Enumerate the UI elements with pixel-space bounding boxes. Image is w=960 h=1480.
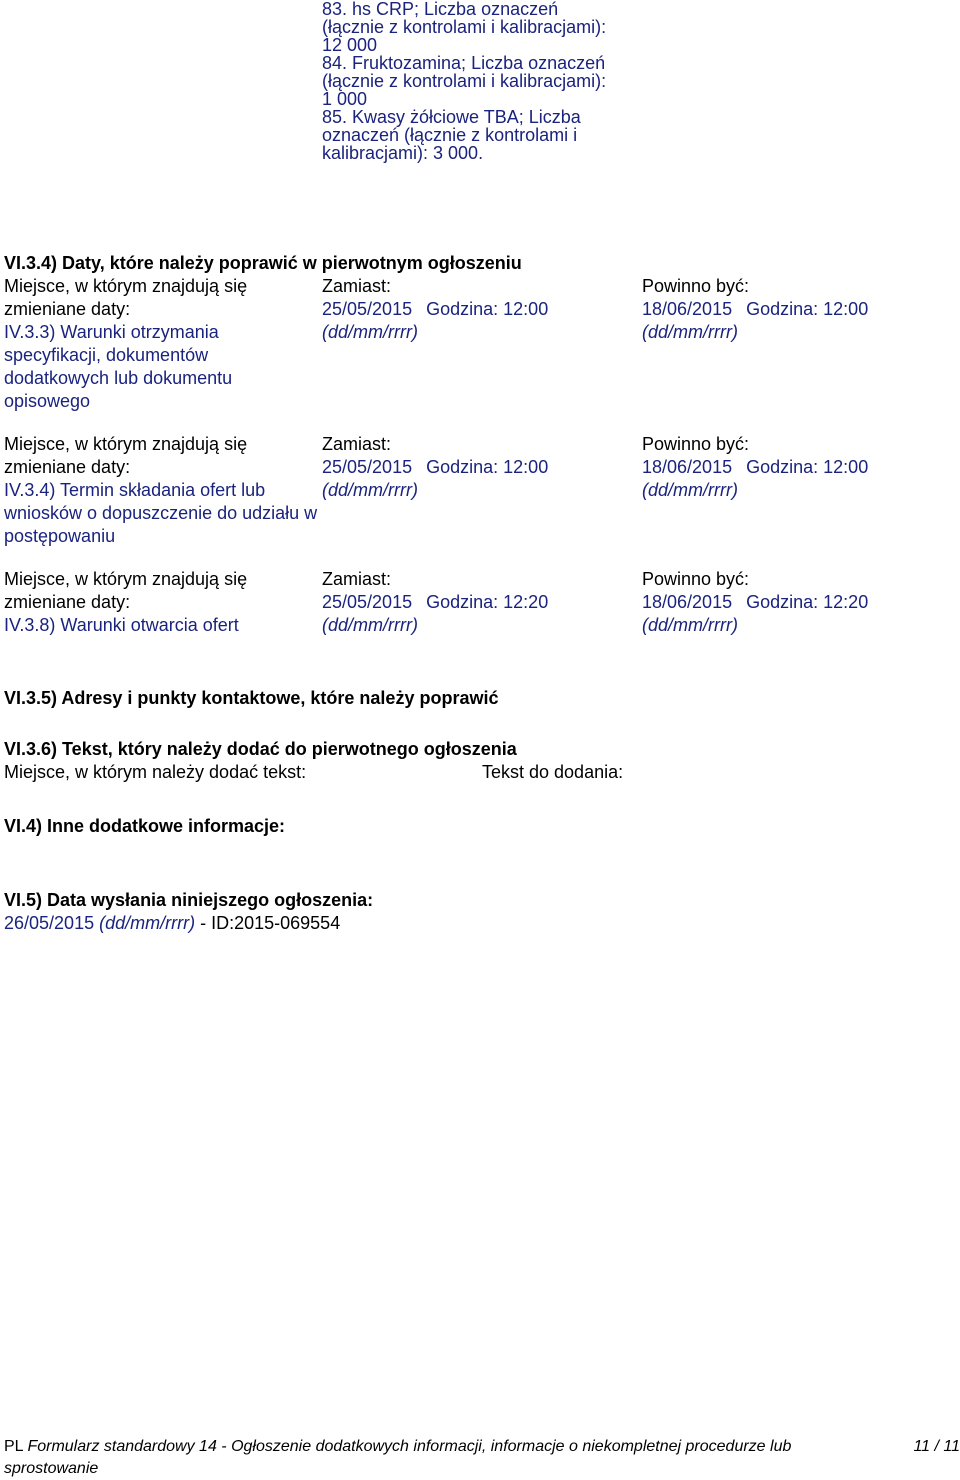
should-format: (dd/mm/rrrr) — [642, 615, 738, 635]
place-value: IV.3.4) Termin składania ofert lub wniosków o dopuszczenie do udziału w postępowaniu — [4, 480, 318, 546]
instead-format: (dd/mm/rrrr) — [322, 615, 418, 635]
instead-time: 12:00 — [503, 299, 549, 319]
instead-cell — [322, 433, 548, 502]
footer-description-line2: sprostowanie — [4, 1460, 99, 1477]
footer-description-line1: Formularz standardowy 14 - Ogłoszenie dodatkowych informacji, informacje o niekompletnej procedurze lub — [27, 1438, 792, 1455]
instead-format: (dd/mm/rrrr) — [322, 480, 418, 500]
should-format: (dd/mm/rrrr) — [642, 322, 738, 342]
section-vi5-title: VI.5) Data wysłania niniejszego ogłoszenia: — [4, 890, 374, 910]
instead-label: Zamiast: — [322, 434, 392, 454]
should-label: Powinno być: — [642, 434, 750, 454]
instead-date-line — [322, 298, 548, 321]
should-cell — [642, 275, 868, 344]
should-time: 12:00 — [823, 299, 869, 319]
should-date: 18/06/2015 — [642, 457, 733, 477]
list-item-84-line3: 1 000 — [322, 89, 368, 109]
place-cell — [4, 568, 322, 637]
instead-date-line — [322, 591, 548, 614]
should-date: 18/06/2015 — [642, 299, 733, 319]
place-value: IV.3.8) Warunki otwarcia ofert — [4, 615, 239, 635]
list-item-83-line3: 12 000 — [322, 35, 378, 55]
place-label-line2: zmieniane daty: — [4, 592, 131, 612]
instead-cell — [322, 275, 548, 344]
place-label-line1: Miejsce, w którym znajdują się — [4, 434, 248, 454]
instead-time: 12:20 — [503, 592, 549, 612]
list-item-84-line2: (łącznie z kontrolami i kalibracjami): — [322, 71, 607, 91]
should-label: Powinno być: — [642, 569, 750, 589]
section-vi4-title: VI.4) Inne dodatkowe informacje: — [4, 816, 286, 836]
instead-time-label: Godzina: — [426, 457, 499, 477]
instead-time-label: Godzina: — [426, 592, 499, 612]
date-row — [4, 568, 944, 648]
place-label-line2: zmieniane daty: — [4, 299, 131, 319]
should-time: 12:00 — [823, 457, 869, 477]
should-date-line — [642, 456, 868, 479]
place-label-line2: zmieniane daty: — [4, 457, 131, 477]
should-time: 12:20 — [823, 592, 869, 612]
instead-time-label: Godzina: — [426, 299, 499, 319]
dispatch-date-format: (dd/mm/rrrr) — [99, 913, 196, 933]
dispatch-date-line — [4, 912, 340, 935]
instead-date: 25/05/2015 — [322, 299, 413, 319]
should-cell — [642, 433, 868, 502]
place-label-line1: Miejsce, w którym znajdują się — [4, 276, 248, 296]
list-item-85-line3: kalibracjami): 3 000. — [322, 143, 484, 163]
instead-label: Zamiast: — [322, 569, 392, 589]
list-item-85-line1: 85. Kwasy żółciowe TBA; Liczba — [322, 107, 581, 127]
list-item-85-line2: oznaczeń (łącznie z kontrolami i — [322, 125, 578, 145]
notice-id: - ID:2015-069554 — [200, 913, 341, 933]
section-vi34-title: VI.3.4) Daty, które należy poprawić w pierwotnym ogłoszeniu — [4, 253, 522, 273]
footer-language: PL — [4, 1438, 23, 1455]
page-footer — [4, 1436, 960, 1480]
list-item-83-line2: (łącznie z kontrolami i kalibracjami): — [322, 17, 607, 37]
should-format: (dd/mm/rrrr) — [642, 480, 738, 500]
list-item-83-line1: 83. hs CRP; Liczba oznaczeń — [322, 0, 559, 19]
instead-date: 25/05/2015 — [322, 592, 413, 612]
place-value: IV.3.3) Warunki otrzymania specyfikacji, dokumentów dodatkowych lub dokumentu opisowego — [4, 322, 233, 411]
place-cell — [4, 275, 322, 413]
add-text-place-label: Miejsce, w którym należy dodać tekst: — [4, 762, 307, 782]
should-date-line — [642, 591, 868, 614]
page-number: 11 / 11 — [913, 1438, 960, 1455]
should-cell — [642, 568, 868, 637]
add-text-label: Tekst do dodania: — [482, 762, 624, 782]
instead-cell — [322, 568, 548, 637]
should-time-label: Godzina: — [746, 457, 819, 477]
should-time-label: Godzina: — [746, 299, 819, 319]
section-vi36-title: VI.3.6) Tekst, który należy dodać do pierwotnego ogłoszenia — [4, 739, 517, 759]
date-row — [4, 275, 944, 415]
section-vi35-title: VI.3.5) Adresy i punkty kontaktowe, które należy poprawić — [4, 688, 499, 708]
should-date-line — [642, 298, 868, 321]
place-cell — [4, 433, 322, 548]
place-label-line1: Miejsce, w którym znajdują się — [4, 569, 248, 589]
should-time-label: Godzina: — [746, 592, 819, 612]
continued-list — [322, 0, 652, 162]
dispatch-date: 26/05/2015 — [4, 913, 95, 933]
date-row — [4, 433, 944, 553]
instead-time: 12:00 — [503, 457, 549, 477]
instead-date: 25/05/2015 — [322, 457, 413, 477]
should-date: 18/06/2015 — [642, 592, 733, 612]
footer-line1 — [4, 1436, 960, 1458]
instead-date-line — [322, 456, 548, 479]
should-label: Powinno być: — [642, 276, 750, 296]
instead-label: Zamiast: — [322, 276, 392, 296]
instead-format: (dd/mm/rrrr) — [322, 322, 418, 342]
list-item-84-line1: 84. Fruktozamina; Liczba oznaczeń — [322, 53, 606, 73]
